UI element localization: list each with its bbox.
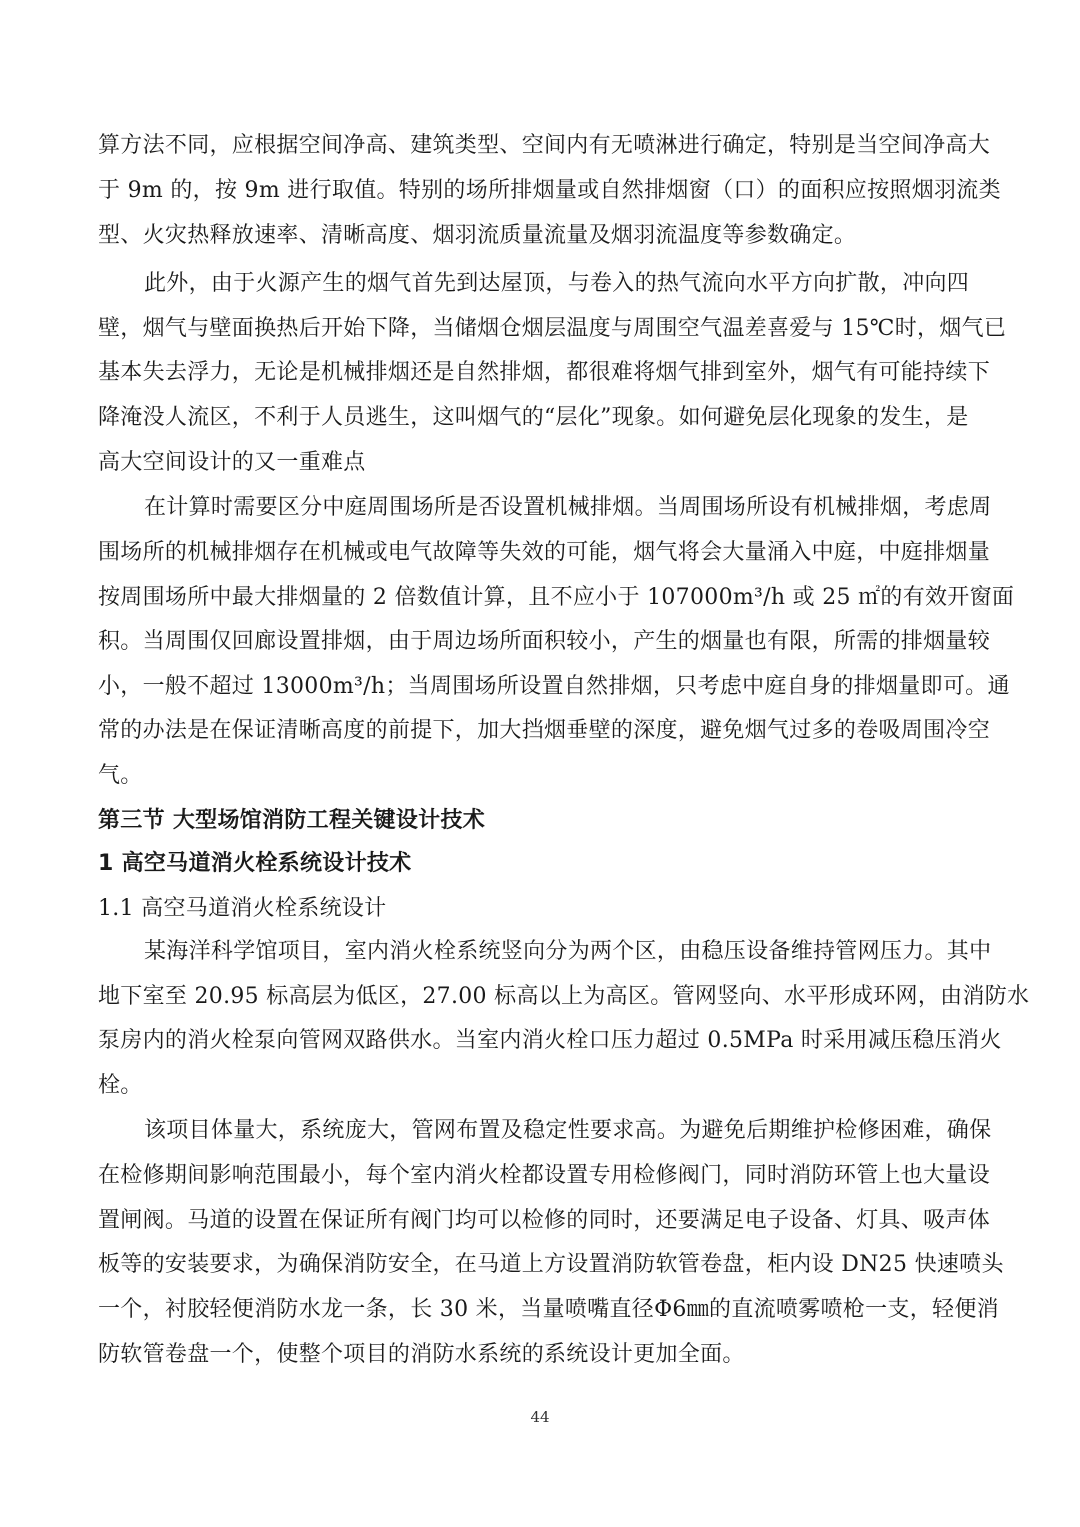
subsubsection-heading: 1.1 高空马道消火栓系统设计: [98, 896, 387, 921]
text-line: 在检修期间影响范围最小，每个室内消火栓都设置专用检修阀门，同时消防环管上也大量设: [98, 1163, 991, 1188]
text-line: 此外，由于火源产生的烟气首先到达屋顶，与卷入的热气流向水平方向扩散，冲向四: [144, 271, 970, 296]
text-line: 栓。: [98, 1073, 143, 1098]
text-line: 型、火灾热释放速率、清晰高度、烟羽流质量流量及烟羽流温度等参数确定。: [98, 223, 857, 248]
text-line: 按周围场所中最大排烟量的 2 倍数值计算，且不应小于 107000m³/h 或 25 ㎡的有效开窗面: [98, 585, 1015, 610]
section-heading: 第三节 大型场馆消防工程关键设计技术: [98, 808, 486, 833]
subsection-heading: 1 高空马道消火栓系统设计技术: [98, 851, 412, 876]
text-line: 该项目体量大，系统庞大，管网布置及稳定性要求高。为避免后期维护检修困难，确保: [144, 1118, 992, 1143]
text-line: 高大空间设计的又一重难点: [98, 450, 366, 475]
text-line: 在计算时需要区分中庭周围场所是否设置机械排烟。当周围场所设有机械排烟，考虑周: [144, 495, 992, 520]
text-line: 防软管卷盘一个，使整个项目的消防水系统的系统设计更加全面。: [98, 1342, 745, 1367]
text-line: 围场所的机械排烟存在机械或电气故障等失效的可能，烟气将会大量涌入中庭，中庭排烟量: [98, 540, 991, 565]
text-line: 于 9m 的，按 9m 进行取值。特别的场所排烟量或自然排烟窗（口）的面积应按照烟羽流类: [98, 178, 1001, 203]
text-line: 泵房内的消火栓泵向管网双路供水。当室内消火栓口压力超过 0.5MPa 时采用减压稳压消火: [98, 1028, 1002, 1053]
text-line: 基本失去浮力，无论是机械排烟还是自然排烟，都很难将烟气排到室外，烟气有可能持续下: [98, 360, 991, 385]
text-line: 壁，烟气与壁面换热后开始下降，当储烟仓烟层温度与周围空气温差喜爱与 15℃时，烟气已: [98, 316, 1007, 341]
text-line: 小，一般不超过 13000m³/h；当周围场所设置自然排烟，只考虑中庭自身的排烟量即可。通: [98, 674, 1010, 699]
text-line: 常的办法是在保证清晰高度的前提下，加大挡烟垂壁的深度，避免烟气过多的卷吸周围冷空: [98, 718, 991, 743]
text-line: 某海洋科学馆项目，室内消火栓系统竖向分为两个区，由稳压设备维持管网压力。其中: [144, 939, 992, 964]
text-line: 板等的安装要求，为确保消防安全，在马道上方设置消防软管卷盘，柜内设 DN25 快速喷头: [98, 1252, 1004, 1277]
text-line: 降淹没人流区，不利于人员逃生，这叫烟气的“层化”现象。如何避免层化现象的发生，是: [98, 405, 969, 430]
text-line: 气。: [98, 763, 143, 788]
text-line: 一个，衬胶轻便消防水龙一条，长 30 米，当量喷嘴直径Φ6㎜的直流喷雾喷枪一支，轻便消: [98, 1297, 999, 1322]
text-line: 置闸阀。马道的设置在保证所有阀门均可以检修的同时，还要满足电子设备、灯具、吸声体: [98, 1208, 991, 1233]
text-line: 积。当周围仅回廊设置排烟，由于周边场所面积较小，产生的烟量也有限，所需的排烟量较: [98, 629, 991, 654]
text-line: 地下室至 20.95 标高层为低区，27.00 标高以上为高区。管网竖向、水平形成环网，由消防水: [98, 984, 1030, 1009]
text-line: 算方法不同，应根据空间净高、建筑类型、空间内有无喷淋进行确定，特别是当空间净高大: [98, 133, 991, 158]
page-number: 44: [530, 1408, 550, 1426]
